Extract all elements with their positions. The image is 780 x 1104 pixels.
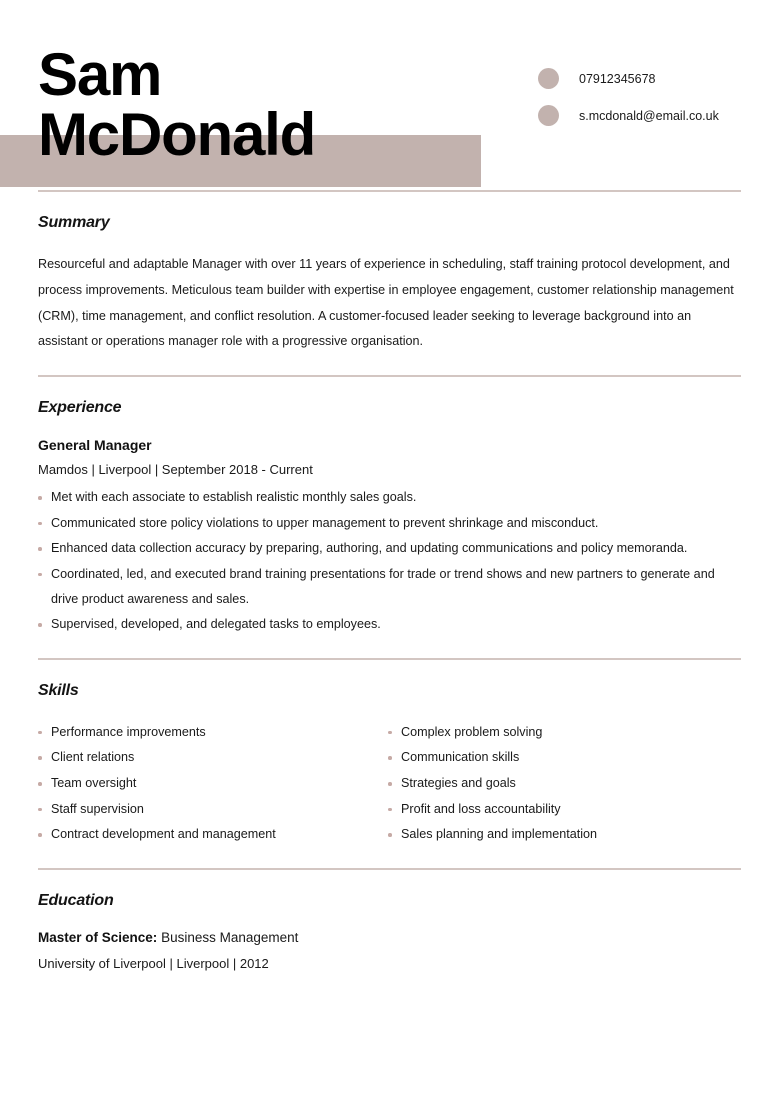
skills-column-right xyxy=(388,720,738,848)
contact-phone-value: 07912345678 xyxy=(579,71,656,86)
education-degree xyxy=(38,930,742,945)
education-degree-field: Business Management xyxy=(161,929,299,945)
skill-item: Client relations xyxy=(38,745,388,771)
job-meta: Mamdos | Liverpool | September 2018 - Current xyxy=(38,462,313,478)
section-skills xyxy=(38,660,742,868)
skills-column-left xyxy=(38,720,388,848)
skill-item: Team oversight xyxy=(38,771,388,797)
summary-text: Resourceful and adaptable Manager with over 11 years of experience in scheduling, staff training protocol development, and process improvements. Meticulous team builder with expertise in employee engagement, customer relationship management (CRM), time management, and conflict resolution. A customer-focused leader seeking to leverage background into an assistant or operations manager role with a progressive organisation. xyxy=(38,257,734,349)
contact-email[interactable] xyxy=(538,105,719,126)
job-bullet: Supervised, developed, and delegated tasks to employees. xyxy=(38,612,721,637)
contact-list xyxy=(538,68,719,142)
job-position: General Manager xyxy=(38,437,152,454)
job-bullet: Communicated store policy violations to upper management to prevent shrinkage and misconduct. xyxy=(38,511,721,536)
summary-heading: Summary xyxy=(38,214,110,231)
job-bullet: Enhanced data collection accuracy by preparing, authoring, and updating communications and policy memoranda. xyxy=(38,536,721,561)
job-bullet-list xyxy=(38,485,742,638)
phone-dot-icon xyxy=(538,68,559,89)
skill-item: Strategies and goals xyxy=(388,771,738,797)
first-name: Sam xyxy=(38,41,162,108)
skill-item: Staff supervision xyxy=(38,797,388,823)
education-degree-label: Master of Science: xyxy=(38,929,158,945)
section-summary xyxy=(38,192,742,375)
job-bullet: Coordinated, led, and executed brand training presentations for trade or trend shows and new partners to generate and drive product awareness and sales. xyxy=(38,562,721,613)
skills-grid xyxy=(38,720,742,848)
skill-item: Performance improvements xyxy=(38,720,388,746)
email-dot-icon xyxy=(538,105,559,126)
education-heading: Education xyxy=(38,891,114,909)
section-education xyxy=(38,870,742,991)
last-name: McDonald xyxy=(38,100,316,168)
job-bullet: Met with each associate to establish realistic monthly sales goals. xyxy=(38,485,721,510)
resume-body xyxy=(0,190,780,991)
experience-heading: Experience xyxy=(38,399,122,417)
skill-item: Profit and loss accountability xyxy=(388,797,738,823)
resume-header xyxy=(0,0,780,190)
contact-email-value: s.mcdonald@email.co.uk xyxy=(579,108,719,123)
skill-item: Contract development and management xyxy=(38,822,388,848)
candidate-name xyxy=(38,41,316,168)
skill-item: Sales planning and implementation xyxy=(388,822,738,848)
skill-item: Communication skills xyxy=(388,745,738,771)
skill-item: Complex problem solving xyxy=(388,720,738,746)
section-experience xyxy=(38,377,742,658)
education-meta: University of Liverpool | Liverpool | 2012 xyxy=(38,955,269,971)
skills-heading: Skills xyxy=(38,681,79,699)
contact-phone[interactable] xyxy=(538,68,719,89)
